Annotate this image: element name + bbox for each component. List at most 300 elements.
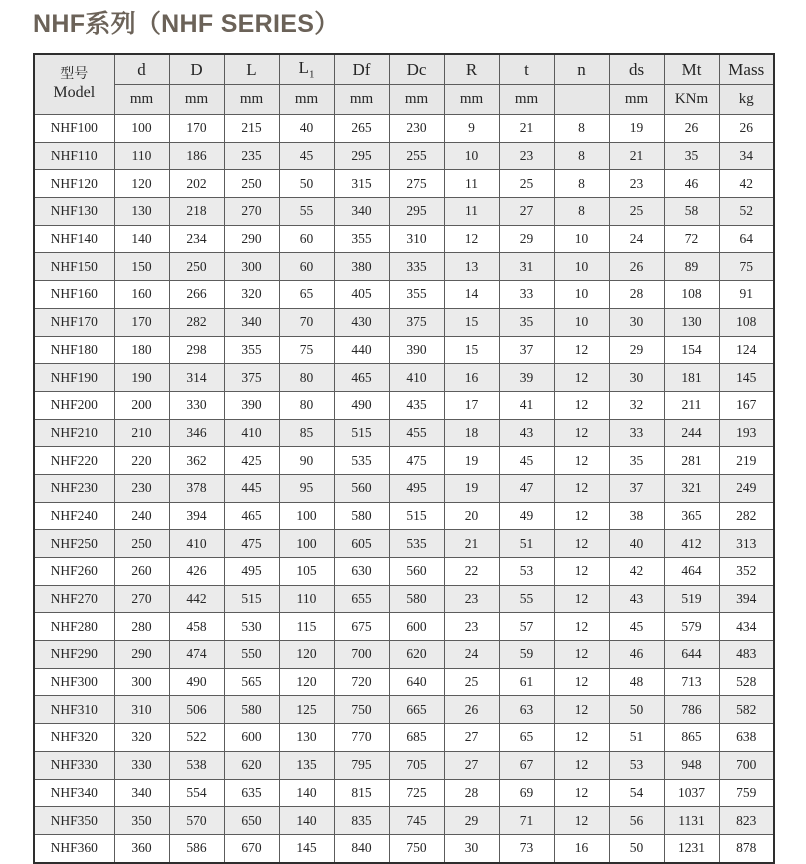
value-cell: 35: [499, 308, 554, 336]
table-row-nhf300: [34, 668, 774, 696]
value-cell: 34: [719, 142, 774, 170]
value-cell: 605: [334, 530, 389, 558]
table-row-nhf210: [34, 419, 774, 447]
value-cell: 538: [169, 751, 224, 779]
value-cell: 16: [444, 364, 499, 392]
value-cell: 140: [279, 807, 334, 835]
model-cell: NHF250: [34, 530, 114, 558]
value-cell: 12: [554, 419, 609, 447]
value-cell: 130: [114, 198, 169, 226]
table-row-nhf260: [34, 558, 774, 586]
value-cell: 12: [554, 364, 609, 392]
value-cell: 528: [719, 668, 774, 696]
model-cell: NHF330: [34, 751, 114, 779]
value-cell: 350: [114, 807, 169, 835]
value-cell: 108: [719, 308, 774, 336]
value-cell: 218: [169, 198, 224, 226]
value-cell: 25: [499, 170, 554, 198]
value-cell: 48: [609, 668, 664, 696]
value-cell: 14: [444, 281, 499, 309]
value-cell: 410: [169, 530, 224, 558]
value-cell: 186: [169, 142, 224, 170]
value-cell: 60: [279, 253, 334, 281]
table-row-nhf270: [34, 585, 774, 613]
value-cell: 675: [334, 613, 389, 641]
value-cell: 12: [554, 336, 609, 364]
value-cell: 700: [719, 751, 774, 779]
value-cell: 75: [719, 253, 774, 281]
model-cell: NHF150: [34, 253, 114, 281]
value-cell: 282: [169, 308, 224, 336]
table-row-nhf290: [34, 641, 774, 669]
value-cell: 313: [719, 530, 774, 558]
value-cell: 47: [499, 474, 554, 502]
value-cell: 405: [334, 281, 389, 309]
column-header-d: D: [169, 54, 224, 85]
value-cell: 355: [224, 336, 279, 364]
value-cell: 579: [664, 613, 719, 641]
value-cell: 12: [554, 558, 609, 586]
value-cell: 640: [389, 668, 444, 696]
value-cell: 725: [389, 779, 444, 807]
value-cell: 110: [114, 142, 169, 170]
model-cell: NHF100: [34, 115, 114, 143]
value-cell: 10: [554, 308, 609, 336]
value-cell: 12: [554, 474, 609, 502]
value-cell: 120: [279, 641, 334, 669]
table-row-nhf150: [34, 253, 774, 281]
value-cell: 550: [224, 641, 279, 669]
value-cell: 21: [444, 530, 499, 558]
value-cell: 240: [114, 502, 169, 530]
table-row-nhf190: [34, 364, 774, 392]
value-cell: 10: [554, 225, 609, 253]
value-cell: 23: [609, 170, 664, 198]
value-cell: 32: [609, 391, 664, 419]
value-cell: 745: [389, 807, 444, 835]
value-cell: 10: [444, 142, 499, 170]
column-header-mt: Mt: [664, 54, 719, 85]
value-cell: 180: [114, 336, 169, 364]
value-cell: 412: [664, 530, 719, 558]
model-cell: NHF360: [34, 834, 114, 862]
value-cell: 490: [334, 391, 389, 419]
value-cell: 19: [444, 474, 499, 502]
column-header-ds: ds: [609, 54, 664, 85]
value-cell: 310: [114, 696, 169, 724]
column-header-t: t: [499, 54, 554, 85]
value-cell: 91: [719, 281, 774, 309]
value-cell: 59: [499, 641, 554, 669]
table-row-nhf350: [34, 807, 774, 835]
table-row-nhf200: [34, 391, 774, 419]
model-cell: NHF220: [34, 447, 114, 475]
value-cell: 580: [334, 502, 389, 530]
header-label-row: [34, 54, 774, 85]
value-cell: 260: [114, 558, 169, 586]
value-cell: 135: [279, 751, 334, 779]
model-header-cn: 型号: [60, 66, 89, 82]
value-cell: 85: [279, 419, 334, 447]
value-cell: 280: [114, 613, 169, 641]
value-cell: 15: [444, 308, 499, 336]
value-cell: 410: [224, 419, 279, 447]
value-cell: 1231: [664, 834, 719, 862]
table-body: [34, 115, 774, 863]
value-cell: 250: [114, 530, 169, 558]
value-cell: 265: [334, 115, 389, 143]
value-cell: 665: [389, 696, 444, 724]
column-header-d: d: [114, 54, 169, 85]
value-cell: 39: [499, 364, 554, 392]
table-row-nhf330: [34, 751, 774, 779]
value-cell: 12: [554, 530, 609, 558]
value-cell: 45: [279, 142, 334, 170]
table-row-nhf320: [34, 724, 774, 752]
nhf-series-spec-table: [33, 53, 775, 864]
value-cell: 249: [719, 474, 774, 502]
value-cell: 27: [444, 724, 499, 752]
value-cell: 630: [334, 558, 389, 586]
value-cell: 770: [334, 724, 389, 752]
value-cell: 362: [169, 447, 224, 475]
value-cell: 655: [334, 585, 389, 613]
model-cell: NHF160: [34, 281, 114, 309]
value-cell: 170: [169, 115, 224, 143]
value-cell: 464: [664, 558, 719, 586]
value-cell: 298: [169, 336, 224, 364]
value-cell: 840: [334, 834, 389, 862]
value-cell: 290: [114, 641, 169, 669]
value-cell: 25: [444, 668, 499, 696]
column-unit-mass: kg: [719, 85, 774, 115]
value-cell: 465: [334, 364, 389, 392]
value-cell: 70: [279, 308, 334, 336]
value-cell: 290: [224, 225, 279, 253]
column-unit-l1: mm: [279, 85, 334, 115]
value-cell: 37: [499, 336, 554, 364]
value-cell: 63: [499, 696, 554, 724]
value-cell: 19: [444, 447, 499, 475]
value-cell: 1037: [664, 779, 719, 807]
value-cell: 878: [719, 834, 774, 862]
value-cell: 586: [169, 834, 224, 862]
value-cell: 786: [664, 696, 719, 724]
value-cell: 410: [389, 364, 444, 392]
value-cell: 458: [169, 613, 224, 641]
value-cell: 40: [609, 530, 664, 558]
value-cell: 193: [719, 419, 774, 447]
value-cell: 700: [334, 641, 389, 669]
value-cell: 360: [114, 834, 169, 862]
value-cell: 230: [114, 474, 169, 502]
value-cell: 211: [664, 391, 719, 419]
value-cell: 21: [609, 142, 664, 170]
value-cell: 713: [664, 668, 719, 696]
value-cell: 12: [554, 391, 609, 419]
value-cell: 235: [224, 142, 279, 170]
column-unit-d: mm: [114, 85, 169, 115]
value-cell: 535: [389, 530, 444, 558]
value-cell: 41: [499, 391, 554, 419]
value-cell: 270: [224, 198, 279, 226]
value-cell: 215: [224, 115, 279, 143]
value-cell: 10: [554, 253, 609, 281]
value-cell: 50: [609, 696, 664, 724]
table-row-nhf240: [34, 502, 774, 530]
value-cell: 45: [609, 613, 664, 641]
value-cell: 320: [224, 281, 279, 309]
value-cell: 644: [664, 641, 719, 669]
value-cell: 60: [279, 225, 334, 253]
value-cell: 40: [279, 115, 334, 143]
value-cell: 522: [169, 724, 224, 752]
value-cell: 22: [444, 558, 499, 586]
value-cell: 519: [664, 585, 719, 613]
value-cell: 31: [499, 253, 554, 281]
value-cell: 33: [499, 281, 554, 309]
value-cell: 12: [554, 779, 609, 807]
value-cell: 12: [554, 696, 609, 724]
value-cell: 26: [444, 696, 499, 724]
value-cell: 234: [169, 225, 224, 253]
value-cell: 71: [499, 807, 554, 835]
model-cell: NHF310: [34, 696, 114, 724]
value-cell: 244: [664, 419, 719, 447]
value-cell: 355: [334, 225, 389, 253]
value-cell: 255: [389, 142, 444, 170]
value-cell: 12: [554, 751, 609, 779]
model-cell: NHF140: [34, 225, 114, 253]
value-cell: 43: [609, 585, 664, 613]
value-cell: 390: [389, 336, 444, 364]
value-cell: 49: [499, 502, 554, 530]
value-cell: 685: [389, 724, 444, 752]
value-cell: 108: [664, 281, 719, 309]
column-unit-df: mm: [334, 85, 389, 115]
value-cell: 57: [499, 613, 554, 641]
value-cell: 281: [664, 447, 719, 475]
value-cell: 23: [499, 142, 554, 170]
value-cell: 295: [334, 142, 389, 170]
value-cell: 73: [499, 834, 554, 862]
model-cell: NHF110: [34, 142, 114, 170]
value-cell: 12: [554, 447, 609, 475]
column-header-l1: $L_1$: [279, 54, 334, 85]
value-cell: 515: [334, 419, 389, 447]
value-cell: 750: [389, 834, 444, 862]
model-cell: NHF200: [34, 391, 114, 419]
value-cell: 375: [224, 364, 279, 392]
value-cell: 815: [334, 779, 389, 807]
value-cell: 515: [224, 585, 279, 613]
table-row-nhf140: [34, 225, 774, 253]
column-unit-t: mm: [499, 85, 554, 115]
value-cell: 430: [334, 308, 389, 336]
value-cell: 105: [279, 558, 334, 586]
value-cell: 835: [334, 807, 389, 835]
value-cell: 181: [664, 364, 719, 392]
value-cell: 27: [444, 751, 499, 779]
model-cell: NHF300: [34, 668, 114, 696]
value-cell: 560: [389, 558, 444, 586]
value-cell: 100: [279, 530, 334, 558]
value-cell: 352: [719, 558, 774, 586]
value-cell: 25: [609, 198, 664, 226]
table-row-nhf180: [34, 336, 774, 364]
column-unit-ds: mm: [609, 85, 664, 115]
value-cell: 455: [389, 419, 444, 447]
value-cell: 90: [279, 447, 334, 475]
value-cell: 46: [609, 641, 664, 669]
value-cell: 30: [609, 364, 664, 392]
value-cell: 35: [664, 142, 719, 170]
value-cell: 69: [499, 779, 554, 807]
value-cell: 535: [334, 447, 389, 475]
value-cell: 124: [719, 336, 774, 364]
model-cell: NHF290: [34, 641, 114, 669]
value-cell: 24: [609, 225, 664, 253]
value-cell: 12: [554, 724, 609, 752]
table-header: [34, 54, 774, 115]
value-cell: 375: [389, 308, 444, 336]
value-cell: 8: [554, 142, 609, 170]
column-header-mass: Mass: [719, 54, 774, 85]
value-cell: 30: [609, 308, 664, 336]
value-cell: 24: [444, 641, 499, 669]
value-cell: 19: [609, 115, 664, 143]
value-cell: 11: [444, 198, 499, 226]
model-cell: NHF320: [34, 724, 114, 752]
value-cell: 29: [499, 225, 554, 253]
value-cell: 445: [224, 474, 279, 502]
value-cell: 46: [664, 170, 719, 198]
value-cell: 250: [169, 253, 224, 281]
model-column-header: [34, 54, 114, 115]
column-unit-d: mm: [169, 85, 224, 115]
page-title: NHF系列（NHF SERIES）: [33, 10, 340, 38]
value-cell: 55: [279, 198, 334, 226]
column-unit-r: mm: [444, 85, 499, 115]
value-cell: 110: [279, 585, 334, 613]
value-cell: 10: [554, 281, 609, 309]
value-cell: 580: [389, 585, 444, 613]
value-cell: 100: [279, 502, 334, 530]
value-cell: 65: [499, 724, 554, 752]
value-cell: 315: [334, 170, 389, 198]
value-cell: 12: [554, 668, 609, 696]
column-header-dc: Dc: [389, 54, 444, 85]
table-row-nhf100: [34, 115, 774, 143]
table-row-nhf360: [34, 834, 774, 862]
table-row-nhf170: [34, 308, 774, 336]
table-row-nhf130: [34, 198, 774, 226]
column-header-l: L: [224, 54, 279, 85]
table-row-nhf250: [34, 530, 774, 558]
value-cell: 64: [719, 225, 774, 253]
value-cell: 390: [224, 391, 279, 419]
value-cell: 530: [224, 613, 279, 641]
value-cell: 320: [114, 724, 169, 752]
value-cell: 23: [444, 585, 499, 613]
value-cell: 11: [444, 170, 499, 198]
column-header-n: n: [554, 54, 609, 85]
value-cell: 600: [224, 724, 279, 752]
value-cell: 54: [609, 779, 664, 807]
value-cell: 20: [444, 502, 499, 530]
table-row-nhf160: [34, 281, 774, 309]
value-cell: 300: [114, 668, 169, 696]
value-cell: 21: [499, 115, 554, 143]
value-cell: 394: [169, 502, 224, 530]
value-cell: 426: [169, 558, 224, 586]
value-cell: 635: [224, 779, 279, 807]
value-cell: 29: [609, 336, 664, 364]
value-cell: 89: [664, 253, 719, 281]
value-cell: 80: [279, 364, 334, 392]
value-cell: 795: [334, 751, 389, 779]
value-cell: 12: [554, 502, 609, 530]
value-cell: 275: [389, 170, 444, 198]
value-cell: 50: [279, 170, 334, 198]
model-cell: NHF270: [34, 585, 114, 613]
value-cell: 295: [389, 198, 444, 226]
model-cell: NHF190: [34, 364, 114, 392]
value-cell: 9: [444, 115, 499, 143]
value-cell: 270: [114, 585, 169, 613]
value-cell: 53: [609, 751, 664, 779]
value-cell: 190: [114, 364, 169, 392]
value-cell: 202: [169, 170, 224, 198]
value-cell: 100: [114, 115, 169, 143]
value-cell: 620: [224, 751, 279, 779]
value-cell: 434: [719, 613, 774, 641]
value-cell: 17: [444, 391, 499, 419]
value-cell: 620: [389, 641, 444, 669]
value-cell: 823: [719, 807, 774, 835]
value-cell: 145: [719, 364, 774, 392]
value-cell: 30: [444, 834, 499, 862]
model-cell: NHF210: [34, 419, 114, 447]
value-cell: 120: [114, 170, 169, 198]
value-cell: 490: [169, 668, 224, 696]
value-cell: 250: [224, 170, 279, 198]
value-cell: 120: [279, 668, 334, 696]
value-cell: 495: [389, 474, 444, 502]
value-cell: 1131: [664, 807, 719, 835]
table-row-nhf310: [34, 696, 774, 724]
model-cell: NHF350: [34, 807, 114, 835]
value-cell: 67: [499, 751, 554, 779]
column-unit-l: mm: [224, 85, 279, 115]
value-cell: 330: [114, 751, 169, 779]
value-cell: 560: [334, 474, 389, 502]
value-cell: 321: [664, 474, 719, 502]
value-cell: 154: [664, 336, 719, 364]
value-cell: 145: [279, 834, 334, 862]
value-cell: 38: [609, 502, 664, 530]
value-cell: 440: [334, 336, 389, 364]
value-cell: 51: [609, 724, 664, 752]
table-row-nhf340: [34, 779, 774, 807]
value-cell: 42: [719, 170, 774, 198]
value-cell: 435: [389, 391, 444, 419]
column-header-df: Df: [334, 54, 389, 85]
value-cell: 8: [554, 115, 609, 143]
value-cell: 160: [114, 281, 169, 309]
value-cell: 340: [224, 308, 279, 336]
value-cell: 750: [334, 696, 389, 724]
